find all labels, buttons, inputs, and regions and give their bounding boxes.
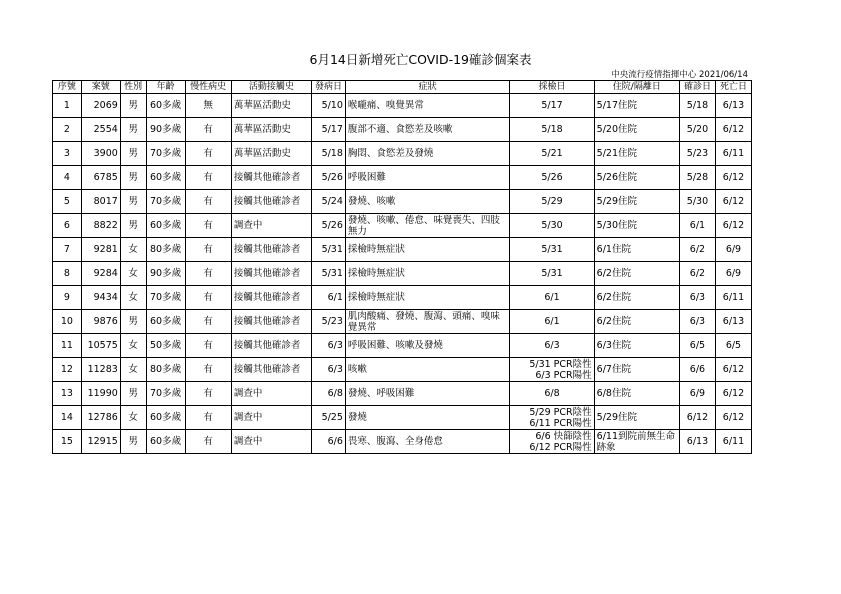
table-row (53, 334, 752, 358)
age-cell: 60多歲 (146, 214, 185, 238)
onset-date-cell: 5/31 (311, 238, 345, 262)
serial-cell: 5 (53, 190, 82, 214)
test-date-cell: 6/1 (510, 286, 594, 310)
sex-cell: 女 (120, 286, 146, 310)
test-date-cell: 5/29 (510, 190, 594, 214)
confirm-date-cell: 6/12 (679, 406, 715, 430)
death-date-cell: 6/12 (715, 406, 751, 430)
case-no-cell: 8822 (81, 214, 120, 238)
test-date-cell: 5/31 (510, 262, 594, 286)
onset-date-cell: 5/23 (311, 310, 345, 334)
activity-history-cell: 接觸其他確診者 (231, 334, 311, 358)
chronic-history-cell: 無 (185, 94, 231, 118)
sex-cell: 男 (120, 214, 146, 238)
test-date-cell: 5/17 (510, 94, 594, 118)
sex-cell: 男 (120, 190, 146, 214)
death-date-cell: 6/9 (715, 238, 751, 262)
header-case-no: 案號 (81, 81, 120, 94)
activity-history-cell: 接觸其他確診者 (231, 310, 311, 334)
sex-cell: 男 (120, 382, 146, 406)
age-cell: 80多歲 (146, 238, 185, 262)
death-date-cell: 6/12 (715, 190, 751, 214)
case-table (52, 80, 752, 454)
symptoms-cell: 發燒、呼吸困難 (345, 382, 509, 406)
symptoms-cell: 發燒、咳嗽 (345, 190, 509, 214)
admission-cell: 6/8住院 (594, 382, 679, 406)
case-no-cell: 9284 (81, 262, 120, 286)
sex-cell: 女 (120, 262, 146, 286)
confirm-date-cell: 5/18 (679, 94, 715, 118)
age-cell: 60多歲 (146, 310, 185, 334)
table-row (53, 118, 752, 142)
chronic-history-cell: 有 (185, 238, 231, 262)
death-date-cell: 6/12 (715, 166, 751, 190)
chronic-history-cell: 有 (185, 382, 231, 406)
confirm-date-cell: 6/3 (679, 286, 715, 310)
onset-date-cell: 6/1 (311, 286, 345, 310)
confirm-date-cell: 6/1 (679, 214, 715, 238)
admission-cell: 6/2住院 (594, 310, 679, 334)
symptoms-cell: 呼吸困難、咳嗽及發燒 (345, 334, 509, 358)
header-confirm-date: 確診日 (679, 81, 715, 94)
serial-cell: 14 (53, 406, 82, 430)
table-row (53, 142, 752, 166)
confirm-date-cell: 6/6 (679, 358, 715, 382)
chronic-history-cell: 有 (185, 118, 231, 142)
symptoms-cell: 採檢時無症狀 (345, 286, 509, 310)
chronic-history-cell: 有 (185, 310, 231, 334)
header-test-date: 採檢日 (510, 81, 594, 94)
sex-cell: 男 (120, 94, 146, 118)
table-row (53, 214, 752, 238)
sex-cell: 女 (120, 238, 146, 262)
activity-history-cell: 調查中 (231, 406, 311, 430)
onset-date-cell: 5/25 (311, 406, 345, 430)
age-cell: 70多歲 (146, 286, 185, 310)
age-cell: 70多歲 (146, 190, 185, 214)
test-date-cell: 6/1 (510, 310, 594, 334)
activity-history-cell: 接觸其他確診者 (231, 238, 311, 262)
serial-cell: 3 (53, 142, 82, 166)
table-body (53, 94, 752, 454)
source-note: 中央流行疫情指揮中心 2021/06/14 (611, 70, 748, 80)
table-row (53, 310, 752, 334)
activity-history-cell: 接觸其他確診者 (231, 166, 311, 190)
onset-date-cell: 6/3 (311, 334, 345, 358)
activity-history-cell: 調查中 (231, 382, 311, 406)
header-onset-date: 發病日 (311, 81, 345, 94)
case-no-cell: 9281 (81, 238, 120, 262)
onset-date-cell: 6/8 (311, 382, 345, 406)
death-date-cell: 6/11 (715, 286, 751, 310)
death-date-cell: 6/12 (715, 214, 751, 238)
admission-cell: 6/3住院 (594, 334, 679, 358)
case-no-cell: 9876 (81, 310, 120, 334)
age-cell: 60多歲 (146, 430, 185, 454)
chronic-history-cell: 有 (185, 358, 231, 382)
table-row (53, 166, 752, 190)
serial-cell: 2 (53, 118, 82, 142)
header-serial: 序號 (53, 81, 82, 94)
test-date-cell: 6/3 (510, 334, 594, 358)
admission-cell: 6/11到院前無生命跡象 (594, 430, 679, 454)
test-date-cell: 6/8 (510, 382, 594, 406)
symptoms-cell: 發燒、咳嗽、倦怠、味覺喪失、四肢無力 (345, 214, 509, 238)
sex-cell: 女 (120, 406, 146, 430)
serial-cell: 10 (53, 310, 82, 334)
onset-date-cell: 5/24 (311, 190, 345, 214)
test-date-cell: 5/18 (510, 118, 594, 142)
table-row (53, 190, 752, 214)
onset-date-cell: 5/10 (311, 94, 345, 118)
case-no-cell: 6785 (81, 166, 120, 190)
page-title: 6月14日新增死亡COVID-19確診個案表 (309, 52, 532, 67)
age-cell: 80多歲 (146, 358, 185, 382)
age-cell: 60多歲 (146, 94, 185, 118)
age-cell: 70多歲 (146, 142, 185, 166)
confirm-date-cell: 5/20 (679, 118, 715, 142)
chronic-history-cell: 有 (185, 190, 231, 214)
symptoms-cell: 採檢時無症狀 (345, 238, 509, 262)
age-cell: 70多歲 (146, 382, 185, 406)
chronic-history-cell: 有 (185, 262, 231, 286)
serial-cell: 4 (53, 166, 82, 190)
table-row (53, 430, 752, 454)
header-admission-date: 住院/隔離日 (594, 81, 679, 94)
activity-history-cell: 接觸其他確診者 (231, 262, 311, 286)
serial-cell: 13 (53, 382, 82, 406)
death-date-cell: 6/9 (715, 262, 751, 286)
chronic-history-cell: 有 (185, 286, 231, 310)
test-date-cell: 5/31 PCR陰性 6/3 PCR陽性 (510, 358, 594, 382)
header-activity-history: 活動接觸史 (231, 81, 311, 94)
onset-date-cell: 5/18 (311, 142, 345, 166)
serial-cell: 9 (53, 286, 82, 310)
admission-cell: 6/7住院 (594, 358, 679, 382)
table-header (53, 81, 752, 94)
table-row (53, 382, 752, 406)
admission-cell: 5/26住院 (594, 166, 679, 190)
case-no-cell: 12786 (81, 406, 120, 430)
sex-cell: 女 (120, 334, 146, 358)
header-sex: 性別 (120, 81, 146, 94)
header-age: 年齡 (146, 81, 185, 94)
activity-history-cell: 接觸其他確診者 (231, 190, 311, 214)
confirm-date-cell: 5/30 (679, 190, 715, 214)
case-no-cell: 8017 (81, 190, 120, 214)
onset-date-cell: 5/26 (311, 166, 345, 190)
admission-cell: 5/29住院 (594, 190, 679, 214)
onset-date-cell: 6/3 (311, 358, 345, 382)
age-cell: 90多歲 (146, 262, 185, 286)
death-date-cell: 6/5 (715, 334, 751, 358)
death-date-cell: 6/11 (715, 430, 751, 454)
age-cell: 60多歲 (146, 166, 185, 190)
test-date-cell: 6/6 快篩陰性 6/12 PCR陽性 (510, 430, 594, 454)
symptoms-cell: 呼吸困難 (345, 166, 509, 190)
onset-date-cell: 5/17 (311, 118, 345, 142)
sex-cell: 男 (120, 166, 146, 190)
serial-cell: 7 (53, 238, 82, 262)
age-cell: 50多歲 (146, 334, 185, 358)
activity-history-cell: 調查中 (231, 430, 311, 454)
symptoms-cell: 咳嗽 (345, 358, 509, 382)
symptoms-cell: 腹部不適、食慾差及咳嗽 (345, 118, 509, 142)
test-date-cell: 5/31 (510, 238, 594, 262)
header-chronic-history: 慢性病史 (185, 81, 231, 94)
test-date-cell: 5/21 (510, 142, 594, 166)
admission-cell: 5/30住院 (594, 214, 679, 238)
death-date-cell: 6/13 (715, 310, 751, 334)
case-no-cell: 3900 (81, 142, 120, 166)
table-row (53, 94, 752, 118)
death-date-cell: 6/12 (715, 358, 751, 382)
onset-date-cell: 5/31 (311, 262, 345, 286)
case-no-cell: 2554 (81, 118, 120, 142)
confirm-date-cell: 6/5 (679, 334, 715, 358)
case-no-cell: 9434 (81, 286, 120, 310)
serial-cell: 12 (53, 358, 82, 382)
header-death-date: 死亡日 (715, 81, 751, 94)
death-date-cell: 6/12 (715, 382, 751, 406)
serial-cell: 6 (53, 214, 82, 238)
admission-cell: 5/21住院 (594, 142, 679, 166)
case-no-cell: 12915 (81, 430, 120, 454)
chronic-history-cell: 有 (185, 214, 231, 238)
confirm-date-cell: 5/23 (679, 142, 715, 166)
table-row (53, 358, 752, 382)
chronic-history-cell: 有 (185, 142, 231, 166)
admission-cell: 6/2住院 (594, 286, 679, 310)
confirm-date-cell: 6/2 (679, 262, 715, 286)
chronic-history-cell: 有 (185, 166, 231, 190)
table-row (53, 262, 752, 286)
activity-history-cell: 接觸其他確診者 (231, 286, 311, 310)
test-date-cell: 5/30 (510, 214, 594, 238)
admission-cell: 6/2住院 (594, 262, 679, 286)
activity-history-cell: 接觸其他確診者 (231, 358, 311, 382)
serial-cell: 15 (53, 430, 82, 454)
admission-cell: 5/29住院 (594, 406, 679, 430)
onset-date-cell: 6/6 (311, 430, 345, 454)
age-cell: 60多歲 (146, 406, 185, 430)
case-no-cell: 10575 (81, 334, 120, 358)
serial-cell: 1 (53, 94, 82, 118)
activity-history-cell: 萬華區活動史 (231, 94, 311, 118)
sex-cell: 男 (120, 430, 146, 454)
serial-cell: 11 (53, 334, 82, 358)
symptoms-cell: 發燒 (345, 406, 509, 430)
header-row (53, 81, 752, 94)
header-symptoms: 症狀 (345, 81, 509, 94)
sex-cell: 女 (120, 358, 146, 382)
chronic-history-cell: 有 (185, 430, 231, 454)
death-date-cell: 6/13 (715, 94, 751, 118)
activity-history-cell: 萬華區活動史 (231, 142, 311, 166)
table-row (53, 286, 752, 310)
case-no-cell: 2069 (81, 94, 120, 118)
admission-cell: 6/1住院 (594, 238, 679, 262)
chronic-history-cell: 有 (185, 334, 231, 358)
age-cell: 90多歲 (146, 118, 185, 142)
sex-cell: 男 (120, 310, 146, 334)
confirm-date-cell: 6/2 (679, 238, 715, 262)
case-no-cell: 11283 (81, 358, 120, 382)
confirm-date-cell: 6/13 (679, 430, 715, 454)
serial-cell: 8 (53, 262, 82, 286)
symptoms-cell: 胸悶、食慾差及發燒 (345, 142, 509, 166)
symptoms-cell: 畏寒、腹瀉、全身倦怠 (345, 430, 509, 454)
admission-cell: 5/17住院 (594, 94, 679, 118)
confirm-date-cell: 5/28 (679, 166, 715, 190)
symptoms-cell: 採檢時無症狀 (345, 262, 509, 286)
activity-history-cell: 調查中 (231, 214, 311, 238)
chronic-history-cell: 有 (185, 406, 231, 430)
death-date-cell: 6/12 (715, 118, 751, 142)
confirm-date-cell: 6/3 (679, 310, 715, 334)
test-date-cell: 5/26 (510, 166, 594, 190)
table-row (53, 238, 752, 262)
table-row (53, 406, 752, 430)
death-date-cell: 6/11 (715, 142, 751, 166)
confirm-date-cell: 6/9 (679, 382, 715, 406)
activity-history-cell: 萬華區活動史 (231, 118, 311, 142)
symptoms-cell: 肌肉酸痛、發燒、腹瀉、頭痛、嗅味覺異常 (345, 310, 509, 334)
case-no-cell: 11990 (81, 382, 120, 406)
test-date-cell: 5/29 PCR陰性 6/11 PCR陽性 (510, 406, 594, 430)
sex-cell: 男 (120, 142, 146, 166)
admission-cell: 5/20住院 (594, 118, 679, 142)
sex-cell: 男 (120, 118, 146, 142)
onset-date-cell: 5/26 (311, 214, 345, 238)
symptoms-cell: 喉嚨痛、嗅覺異常 (345, 94, 509, 118)
